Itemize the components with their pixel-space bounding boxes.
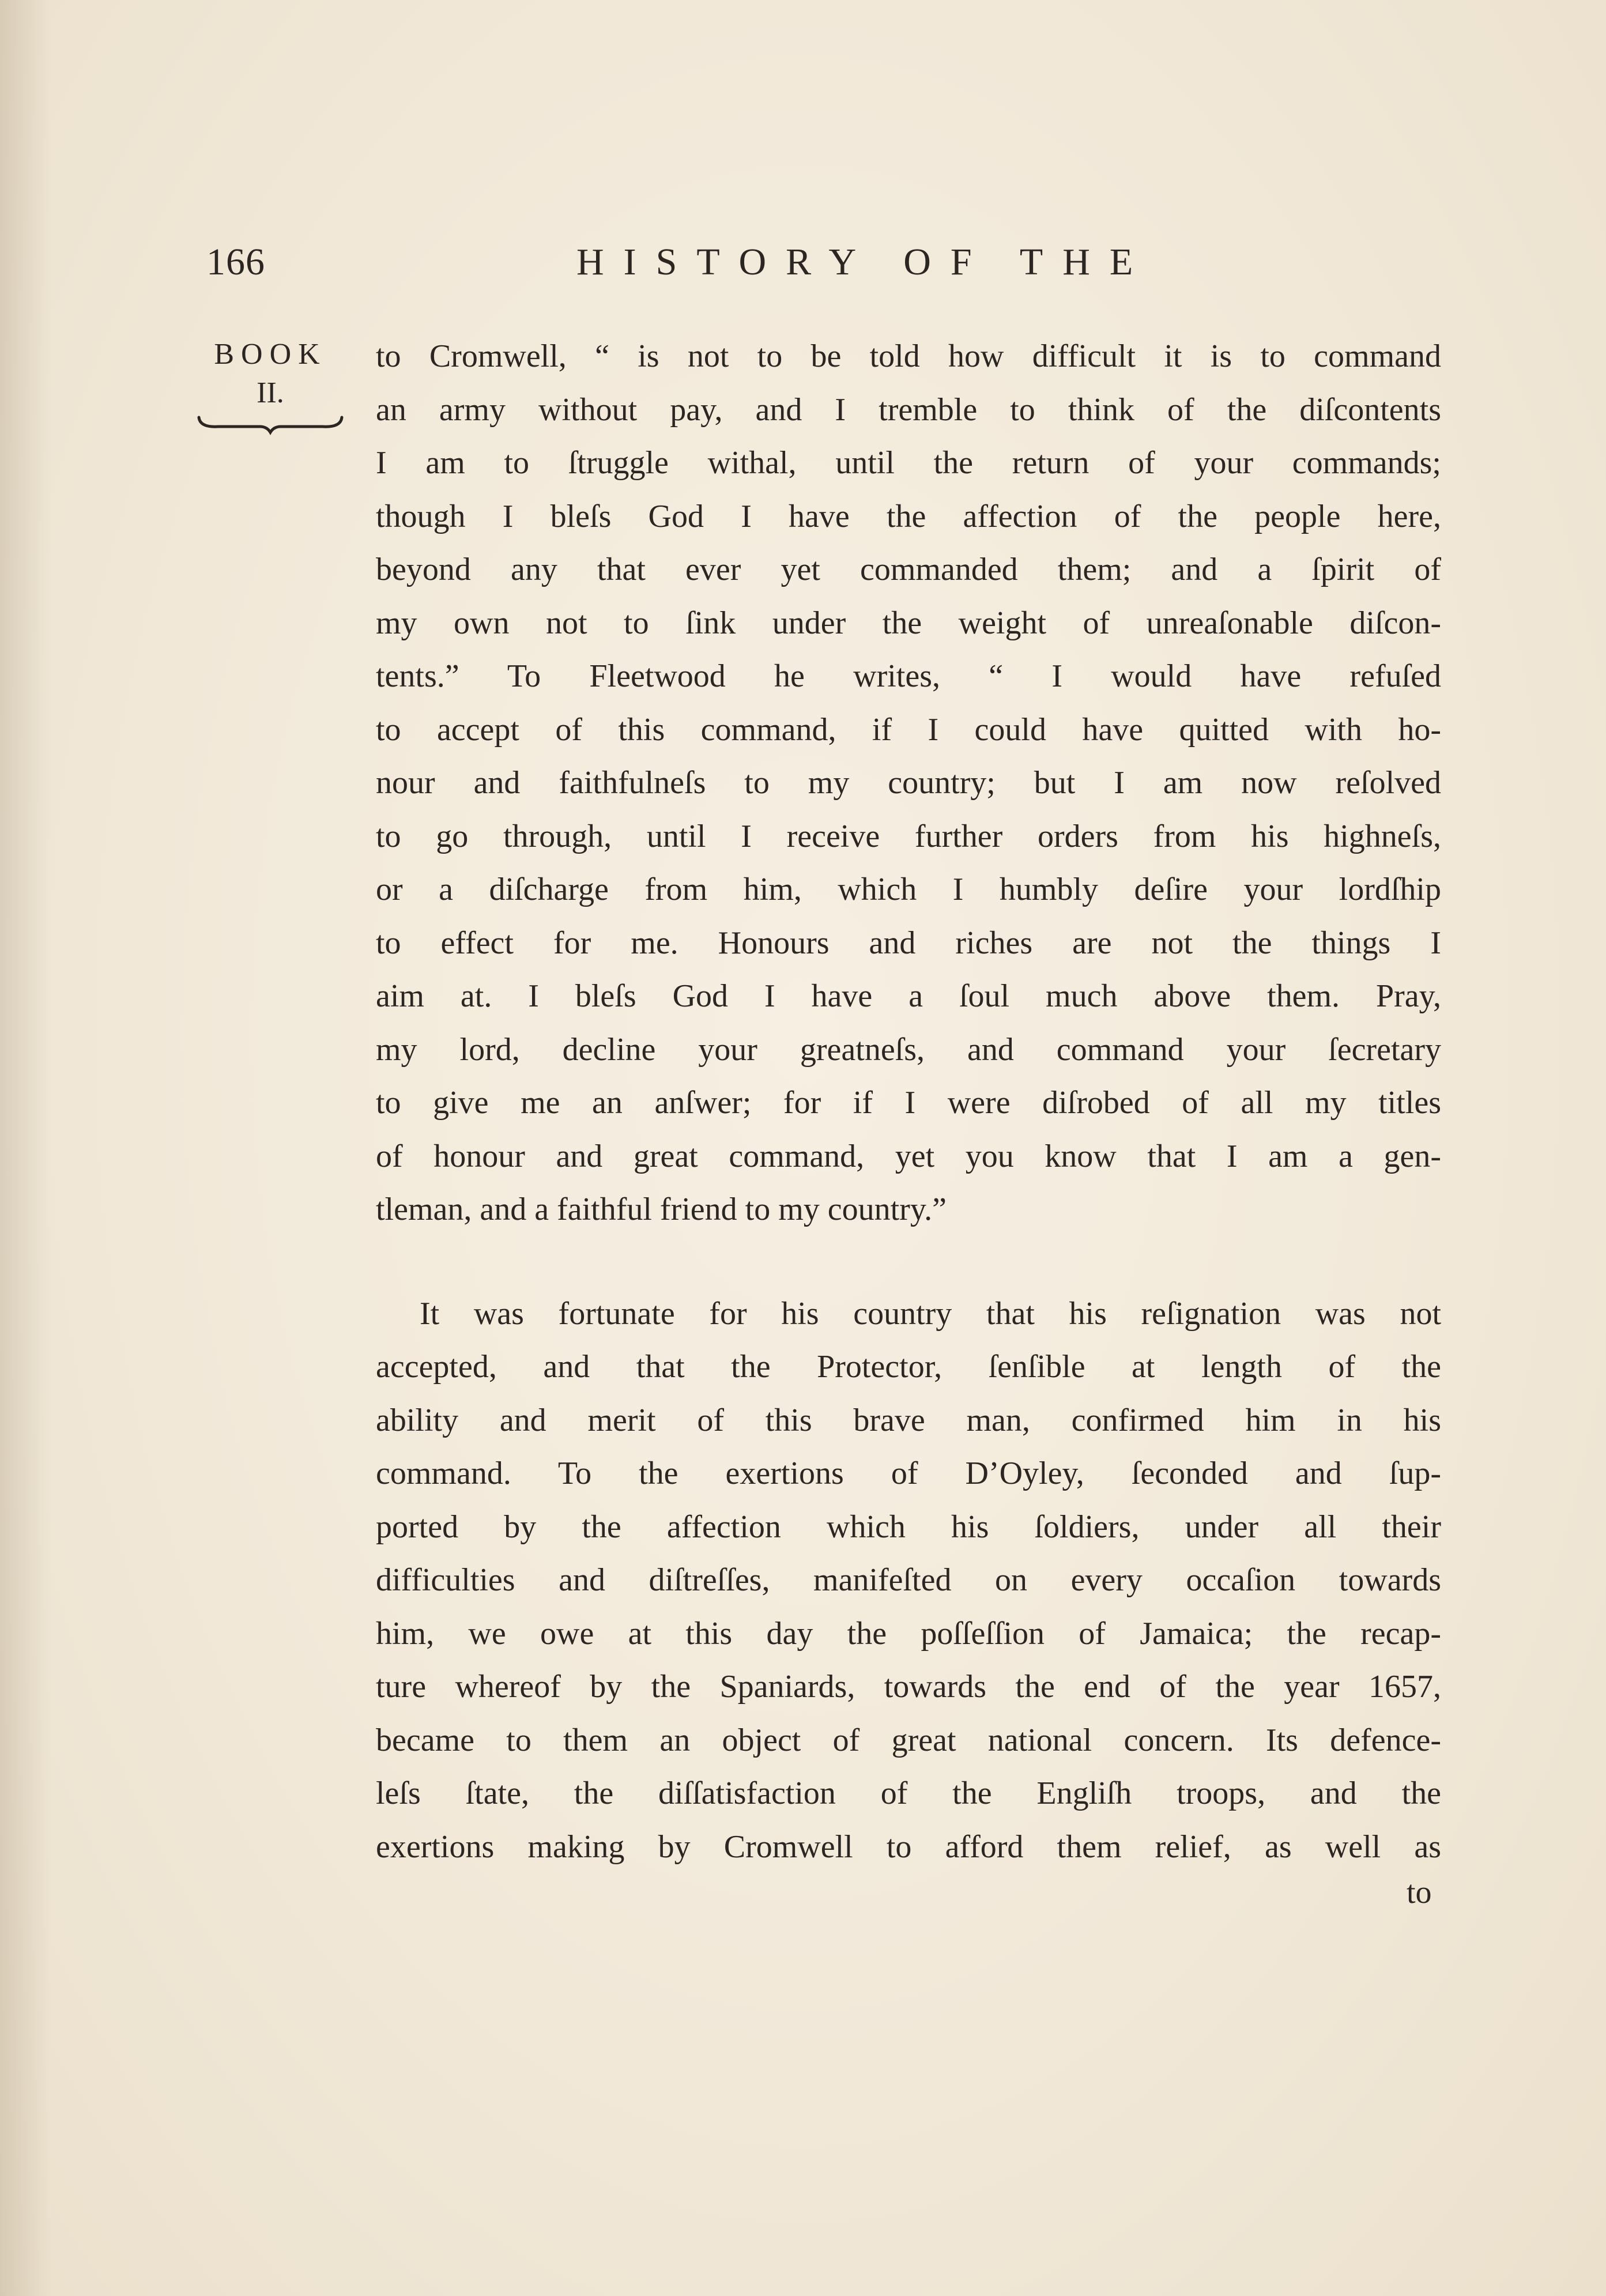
text-line: though I bleſs God I have the affection of the people here, bbox=[376, 498, 1441, 534]
text-line: aim at. I bleſs God I have a ſoul much above them. Pray, bbox=[376, 978, 1441, 1014]
paragraph-2 bbox=[376, 1287, 1441, 1874]
brace-ornament bbox=[195, 413, 345, 436]
text-line: to accept of this command, if I could have quitted with ho- bbox=[376, 711, 1441, 748]
page-number: 166 bbox=[206, 241, 265, 283]
text-line: accepted, and that the Protector, ſenſible at length of the bbox=[376, 1349, 1441, 1385]
running-title: HISTORY OF THE bbox=[576, 241, 1153, 283]
margin-book-label: BOOK bbox=[214, 338, 327, 371]
margin-note bbox=[193, 334, 348, 436]
body-text bbox=[376, 330, 1441, 1873]
text-line: him, we owe at this day the poſſeſſion of Jamaica; the recap- bbox=[376, 1615, 1441, 1652]
text-line: I am to ſtruggle withal, until the return of your commands; bbox=[376, 445, 1441, 481]
paragraph-gap bbox=[376, 1236, 1441, 1287]
text-line: ture whereof by the Spaniards, towards the end of the year 1657, bbox=[376, 1669, 1441, 1705]
text-line: leſs ſtate, the diſſatisfaction of the Engliſh troops, and the bbox=[376, 1775, 1441, 1811]
text-line: ability and merit of this brave man, confirmed him in his bbox=[376, 1402, 1441, 1438]
catchword: to bbox=[1407, 1875, 1432, 1910]
text-line: tleman, and a faithful friend to my country.” bbox=[376, 1192, 947, 1227]
text-line: an army without pay, and I tremble to think of the diſcontents bbox=[376, 391, 1441, 428]
text-line: became to them an object of great national concern. Its defence- bbox=[376, 1722, 1441, 1758]
paragraph-1 bbox=[376, 330, 1441, 1236]
margin-volume-label: II. bbox=[257, 376, 284, 409]
text-line: or a diſcharge from him, which I humbly deſire your lordſhip bbox=[376, 872, 1441, 907]
text-line: difficulties and diſtreſſes, manifeſted on every occaſion towards bbox=[376, 1562, 1441, 1598]
text-line: command. To the exertions of D’Oyley, ſeconded and ſup- bbox=[376, 1456, 1441, 1491]
text-line: to give me an anſwer; for if I were diſrobed of all my titles bbox=[376, 1085, 1441, 1121]
text-line: beyond any that ever yet commanded them; and a ſpirit of bbox=[376, 552, 1441, 587]
text-line: It was fortunate for his country that his reſignation was not bbox=[420, 1295, 1441, 1332]
text-line: my own not to ſink under the weight of unreaſonable diſcon- bbox=[376, 605, 1441, 641]
text-line: tents.” To Fleetwood he writes, “ I would have refuſed bbox=[376, 658, 1441, 694]
spine-shadow bbox=[0, 0, 52, 2296]
text-line: to effect for me. Honours and riches are not the things I bbox=[376, 925, 1441, 961]
text-line: my lord, decline your greatneſs, and command your ſecretary bbox=[376, 1031, 1441, 1068]
text-line: to Cromwell, “ is not to be told how difficult it is to command bbox=[376, 338, 1441, 374]
text-line: ported by the affection which his ſoldiers, under all their bbox=[376, 1509, 1441, 1545]
text-line: exertions making by Cromwell to afford them relief, as well as bbox=[376, 1828, 1441, 1865]
text-line: of honour and great command, yet you know that I am a gen- bbox=[376, 1138, 1441, 1174]
running-head bbox=[0, 233, 1606, 291]
text-line: nour and faithfulneſs to my country; but I am now reſolved bbox=[376, 765, 1441, 801]
text-line: to go through, until I receive further orders from his highneſs, bbox=[376, 818, 1441, 854]
